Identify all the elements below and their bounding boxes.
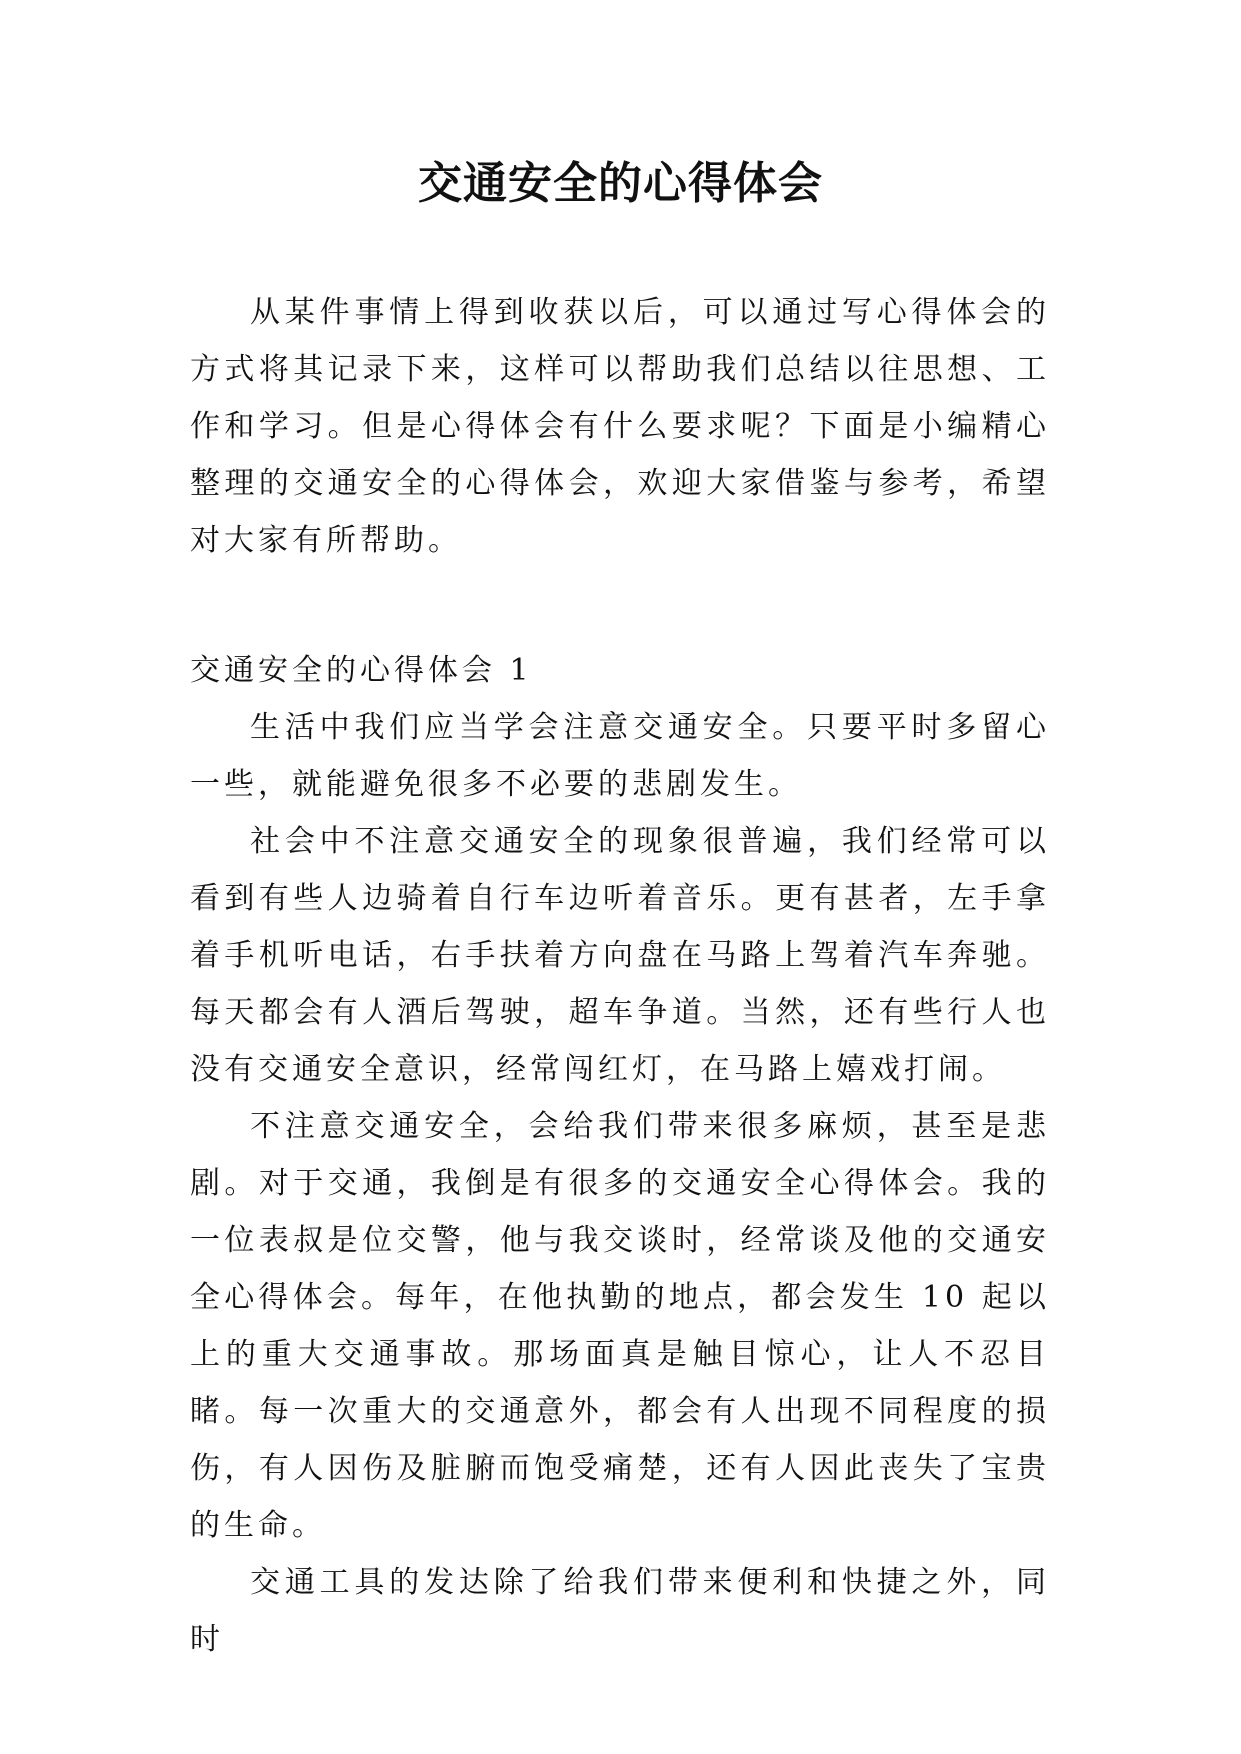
body-paragraph-4: 交通工具的发达除了给我们带来便利和快捷之外，同时 <box>190 1565 1050 1657</box>
body-paragraph-2: 社会中不注意交通安全的现象很普遍，我们经常可以看到有些人边骑着自行车边听着音乐。更有甚者，左手拿着手机听电话，右手扶着方向盘在马路上驾着汽车奔驰。每天都会有人酒后驾驶，超车争道。当然，还有些行人也没有交通安全意识，经常闯红灯，在马路上嬉戏打闹。 <box>190 824 1050 1087</box>
document-body <box>190 284 1050 1668</box>
body-paragraph-1: 生活中我们应当学会注意交通安全。只要平时多留心一些，就能避免很多不必要的悲剧发生。 <box>190 710 1050 802</box>
document-title: 交通安全的心得体会 <box>418 158 823 209</box>
section-heading: 交通安全的心得体会 1 <box>190 653 533 688</box>
intro-paragraph: 从某件事情上得到收获以后，可以通过写心得体会的方式将其记录下来，这样可以帮助我们总结以往思想、工作和学习。但是心得体会有什么要求呢？下面是小编精心整理的交通安全的心得体会，欢迎大家借鉴与参考，希望对大家有所帮助。 <box>190 295 1050 558</box>
body-paragraph-3: 不注意交通安全，会给我们带来很多麻烦，甚至是悲剧。对于交通，我倒是有很多的交通安全心得体会。我的一位表叔是位交警，他与我交谈时，经常谈及他的交通安全心得体会。每年，在他执勤的地点，都会发生 10 起以上的重大交通事故。那场面真是触目惊心，让人不忍目睹。每一次重大的交通意外，都会有人出现不同程度的损伤，有人因伤及脏腑而饱受痛楚，还有人因此丧失了宝贵的生命。 <box>190 1109 1050 1543</box>
